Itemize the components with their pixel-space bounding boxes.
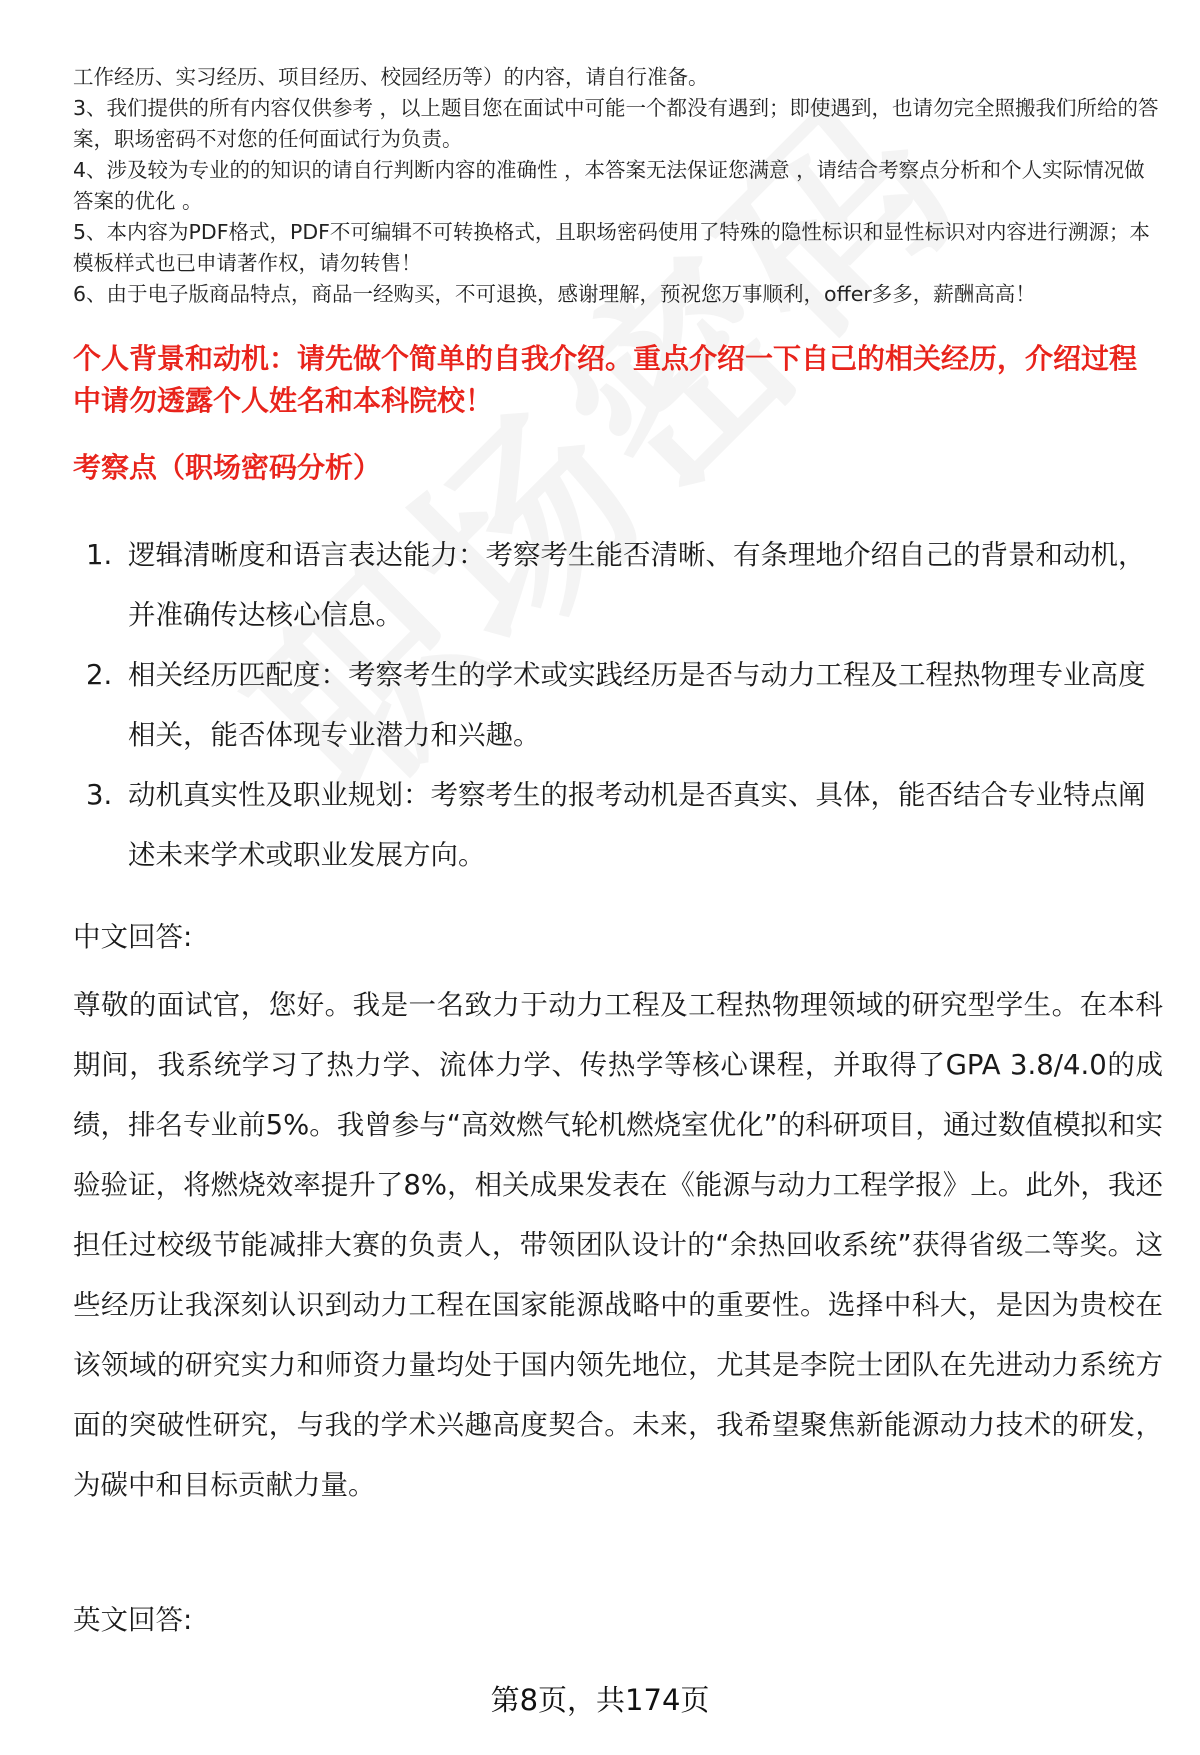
exam-points-title: 考察点（职场密码分析）: [73, 451, 382, 484]
note-line: 6、由于电子版商品特点，商品一经购买，不可退换，感谢理解，预祝您万事顺利，offer多多，薪酬高高！: [73, 282, 1036, 306]
notes-section: [73, 62, 1163, 310]
page-number: 第8页，共174页: [490, 1683, 710, 1717]
question-heading: 个人背景和动机：请先做个简单的自我介绍。重点介绍一下自己的相关经历，介绍过程中请勿透露个人姓名和本科院校！: [73, 342, 1138, 417]
list-item: [86, 765, 1171, 885]
list-item-text: 相关经历匹配度：考察考生的学术或实践经历是否与动力工程及工程热物理专业高度相关，能否体现专业潜力和兴趣。: [128, 659, 1146, 751]
note-line: 3、我们提供的所有内容仅供参考 ，以上题目您在面试中可能一个都没有遇到；即使遇到，也请勿完全照搬我们所给的答案，职场密码不对您的任何面试行为负责。: [73, 96, 1159, 151]
note-line: 5、本内容为PDF格式，PDF不可编辑不可转换格式，且职场密码使用了特殊的隐性标识和显性标识对内容进行溯源；本模板样式也已申请著作权，请勿转售！: [73, 220, 1150, 275]
list-item-number: 1.: [86, 539, 113, 571]
note-line: 4、涉及较为专业的的知识的请自行判断内容的准确性 ，本答案无法保证您满意 ，请结合考察点分析和个人实际情况做答案的优化 。: [73, 158, 1145, 213]
list-item-text: 逻辑清晰度和语言表达能力：考察考生能否清晰、有条理地介绍自己的背景和动机，并准确传达核心信息。: [128, 539, 1146, 631]
list-item-number: 2.: [86, 659, 113, 691]
chinese-answer-text: 尊敬的面试官，您好。我是一名致力于动力工程及工程热物理领域的研究型学生。在本科期间，我系统学习了热力学、流体力学、传热学等核心课程，并取得了GPA 3.8/4.0的成绩，排名专业前5%。我曾参与“高效燃气轮机燃烧室优化”的科研项目，通过数值模拟和实验验证，将燃烧效率提升了8%，相关成果发表在《能源与动力工程学报》上。此外，我还担任过校级节能减排大赛的负责人，带领团队设计的“余热回收系统”获得省级二等奖。这些经历让我深刻认识到动力工程在国家能源战略中的重要性。选择中科大，是因为贵校在该领域的研究实力和师资力量均处于国内领先地位，尤其是李院士团队在先进动力系统方面的突破性研究，与我的学术兴趣高度契合。未来，我希望聚焦新能源动力技术的研发，为碳中和目标贡献力量。: [73, 989, 1163, 1501]
list-item-text: 动机真实性及职业规划：考察考生的报考动机是否真实、具体，能否结合专业特点阐述未来学术或职业发展方向。: [128, 779, 1146, 871]
note-line: 工作经历、实习经历、项目经历、校园经历等）的内容，请自行准备。: [73, 65, 709, 89]
list-item: [86, 645, 1171, 765]
chinese-answer-label: 中文回答:: [73, 921, 193, 953]
exam-points-list: [86, 525, 1171, 885]
list-item: [86, 525, 1171, 645]
list-item-number: 3.: [86, 779, 113, 811]
english-answer-label: 英文回答:: [73, 1604, 193, 1636]
